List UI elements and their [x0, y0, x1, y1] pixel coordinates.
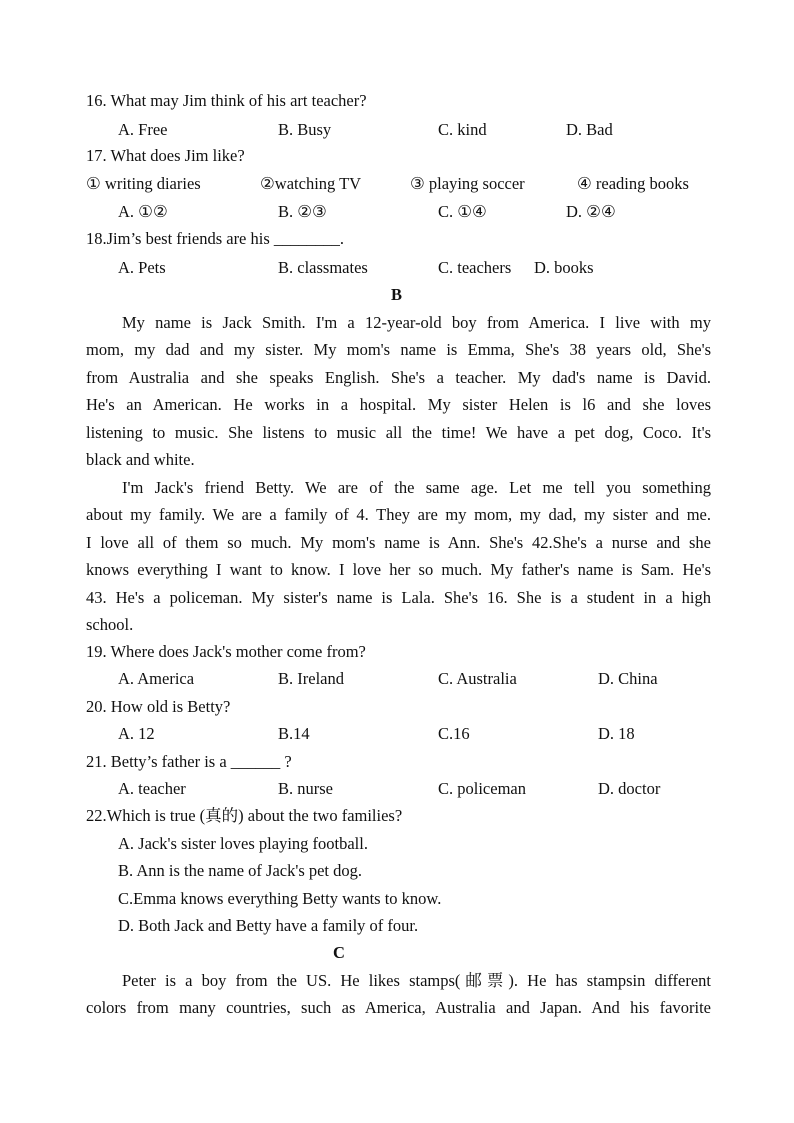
q16-option-c: C. kind	[438, 120, 487, 139]
q17-option-c: C. ①④	[438, 202, 487, 221]
q21-option-a: A. teacher	[118, 779, 186, 798]
q16-option-b: B. Busy	[278, 120, 332, 139]
paragraph-line: Peter is a boy from the US. He likes stamps(邮票). He has stampsin different	[122, 971, 711, 990]
q17-choice-4: ④ reading books	[577, 174, 689, 193]
question-19-stem: 19. Where does Jack's mother come from?	[86, 642, 366, 661]
q20-option-d: D. 18	[598, 724, 635, 743]
q20-option-c: C.16	[438, 724, 470, 743]
q17-choice-1: ① writing diaries	[86, 174, 201, 193]
q21-option-c: C. policeman	[438, 779, 526, 798]
q22-option-b: B. Ann is the name of Jack's pet dog.	[118, 861, 363, 880]
paragraph-line: mom, my dad and my sister. My mom's name is Emma, She's 38 years old, She's	[86, 340, 711, 360]
paragraph-line: I'm Jack's friend Betty. We are of the same age. Let me tell you something	[122, 478, 711, 497]
q18-option-d: D. books	[534, 258, 594, 277]
q18-option-c: C. teachers	[438, 258, 512, 277]
q18-option-a: A. Pets	[118, 258, 166, 277]
q19-option-d: D. China	[598, 669, 658, 688]
question-21-stem: 21. Betty’s father is a ______ ?	[86, 752, 292, 771]
q20-option-b: B.14	[278, 724, 310, 743]
q17-choice-2: ②watching TV	[260, 174, 362, 193]
q16-option-a: A. Free	[118, 120, 168, 139]
section-c-paragraph-1	[86, 967, 711, 1022]
question-20-stem: 20. How old is Betty?	[86, 697, 231, 716]
q20-option-a: A. 12	[118, 724, 155, 743]
paragraph-line: school.	[86, 615, 134, 635]
q16-option-d: D. Bad	[566, 120, 613, 139]
q19-option-c: C. Australia	[438, 669, 517, 688]
paragraph-line: I love all of them so much. My mom's name is Ann. She's 42.She's a nurse and she	[86, 532, 711, 552]
question-18-stem: 18.Jim’s best friends are his ________.	[86, 229, 345, 248]
paragraph-line: about my family. We are a family of 4. They are my mom, my dad, my sister and me.	[86, 505, 711, 525]
q19-option-a: A. America	[118, 669, 195, 688]
paragraph-line: black and white.	[86, 450, 195, 470]
paragraph-line: listening to music. She listens to music all the time! We have a pet dog, Coco. It's	[86, 422, 711, 442]
section-b-paragraph-1	[86, 309, 711, 473]
q22-option-d: D. Both Jack and Betty have a family of four.	[118, 916, 419, 935]
paragraph-line: My name is Jack Smith. I'm a 12-year-old boy from America. I live with my	[122, 313, 711, 332]
q17-option-b: B. ②③	[278, 202, 327, 221]
paragraph-line: colors from many countries, such as America, Australia and Japan. And his favorite	[86, 998, 711, 1018]
paragraph-line: 43. He's a policeman. My sister's name is Lala. She's 16. She is a student in a high	[86, 587, 711, 607]
question-22-stem: 22.Which is true (真的) about the two families?	[86, 806, 403, 825]
section-c-heading: C	[333, 943, 345, 962]
section-b-heading: B	[391, 285, 403, 304]
q21-option-d: D. doctor	[598, 779, 661, 798]
q21-option-b: B. nurse	[278, 779, 333, 798]
question-17-stem: 17. What does Jim like?	[86, 146, 245, 165]
q17-option-a: A. ①②	[118, 202, 168, 221]
question-16-stem: 16. What may Jim think of his art teacher?	[86, 91, 367, 110]
q17-choice-3: ③ playing soccer	[410, 174, 525, 193]
paragraph-line: He's an American. He works in a hospital. My sister Helen is l6 and she loves	[86, 395, 711, 415]
q18-option-b: B. classmates	[278, 258, 368, 277]
q19-option-b: B. Ireland	[278, 669, 344, 688]
paragraph-line: from Australia and she speaks English. She's a teacher. My dad's name is David.	[86, 367, 711, 387]
q22-option-c: C.Emma knows everything Betty wants to know.	[118, 889, 442, 908]
q17-option-d: D. ②④	[566, 202, 616, 221]
paragraph-line: knows everything I want to know. I love her so much. My father's name is Sam. He's	[86, 560, 711, 580]
q22-option-a: A. Jack's sister loves playing football.	[118, 834, 368, 853]
section-b-paragraph-2	[86, 474, 711, 638]
